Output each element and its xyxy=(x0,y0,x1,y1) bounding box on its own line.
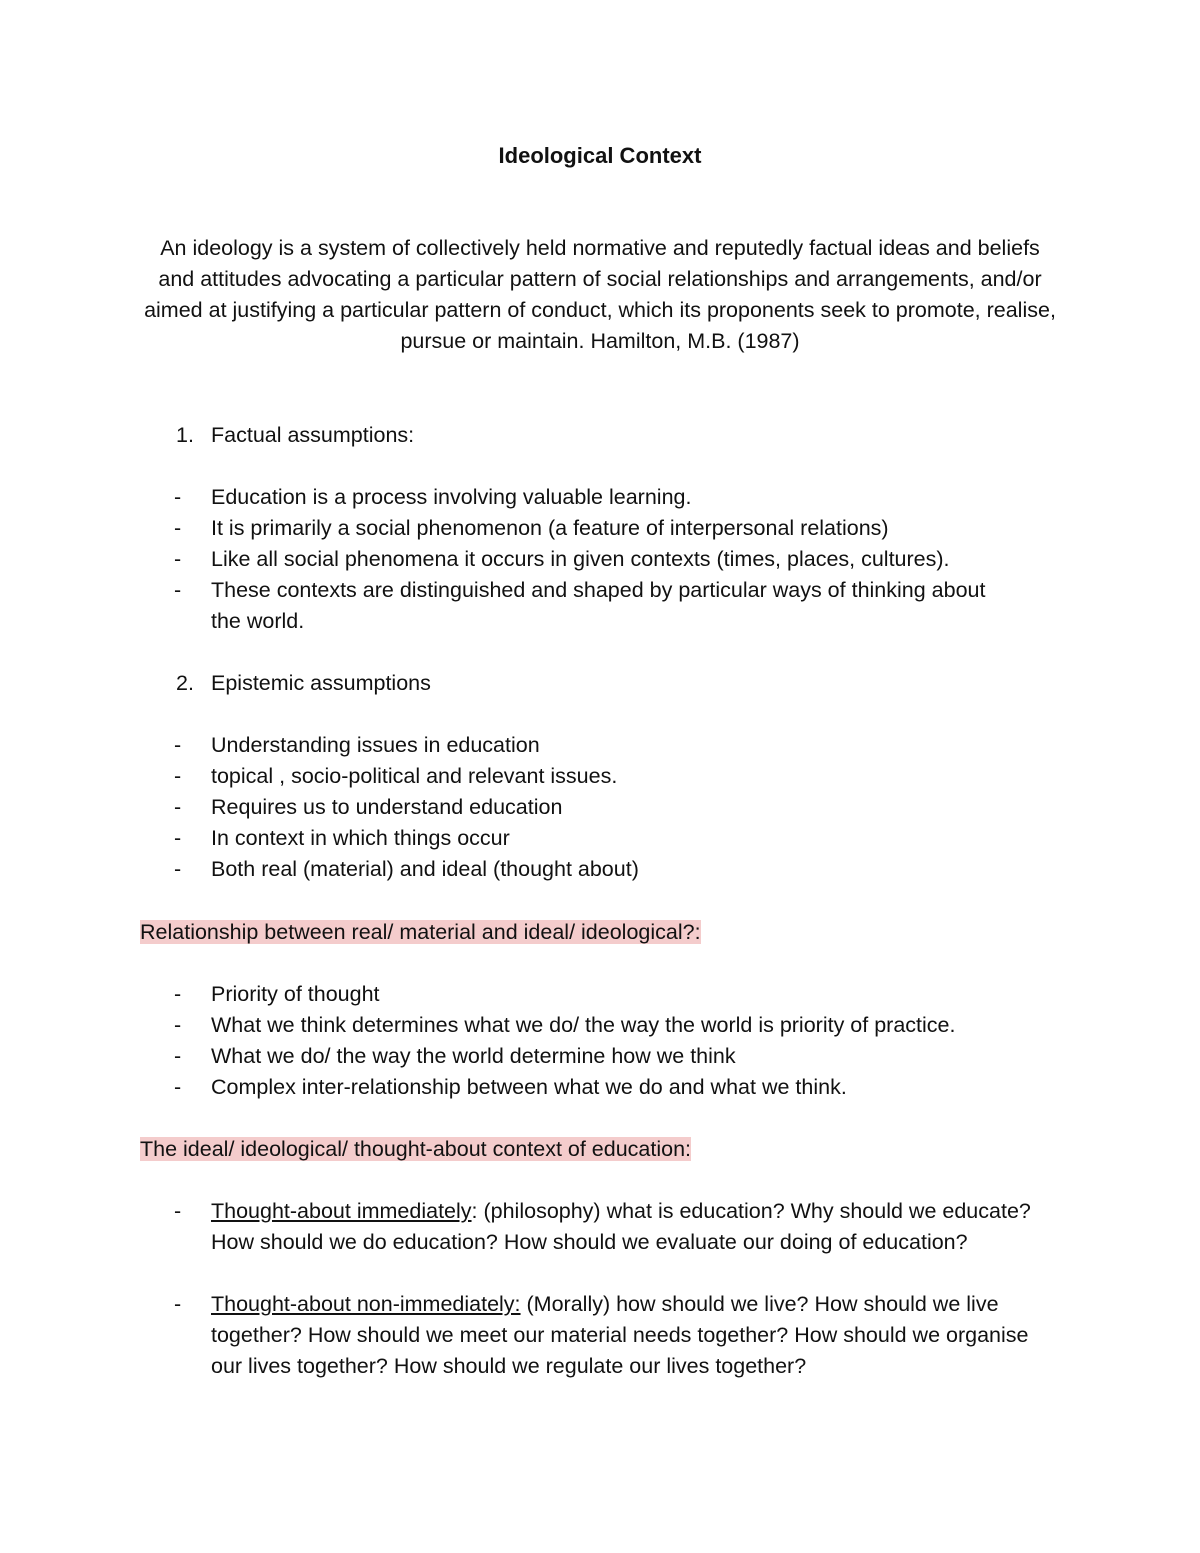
dash-bullet-icon: - xyxy=(174,485,182,509)
section-2-number: 2. xyxy=(176,671,194,695)
list-item: - Thought-about non-immediately: (Morally) how should we live? How should we live together? How should we meet our material needs together? How should we organise our lives together? How should we regulate our lives together? xyxy=(140,1289,1060,1382)
dash-bullet-icon: - xyxy=(174,578,182,602)
list-item: - What we do/ the way the world determine how we think xyxy=(140,1041,1070,1072)
dash-bullet-icon: - xyxy=(174,795,182,819)
list-item: - Complex inter-relationship between what we do and what we think. xyxy=(140,1072,1070,1103)
page-title: Ideological Context xyxy=(498,143,702,168)
section-1-title: Factual assumptions: xyxy=(211,423,415,447)
list-item: - These contexts are distinguished and shaped by particular ways of thinking about the world. xyxy=(140,575,1070,637)
list-item: - Priority of thought xyxy=(140,979,1070,1010)
item-label: Thought-about immediately xyxy=(211,1199,472,1223)
dash-bullet-icon: - xyxy=(174,826,182,850)
section-2-title: Epistemic assumptions xyxy=(211,671,431,695)
section-1-number: 1. xyxy=(176,423,194,447)
dash-bullet-icon: - xyxy=(174,857,182,881)
factual-assumptions-list xyxy=(140,482,1070,637)
list-item: - Requires us to understand education xyxy=(140,792,1070,823)
list-item: - Like all social phenomena it occurs in given contexts (times, places, cultures). xyxy=(140,544,1070,575)
ideal-context-list xyxy=(140,1196,1060,1382)
list-item: - What we think determines what we do/ the way the world is priority of practice. xyxy=(140,1010,1070,1041)
ideal-context-heading: The ideal/ ideological/ thought-about context of education: xyxy=(140,1137,692,1161)
list-item: - Both real (material) and ideal (thought about) xyxy=(140,854,1070,885)
epistemic-assumptions-list xyxy=(140,730,1070,885)
dash-bullet-icon: - xyxy=(174,547,182,571)
relationship-heading: Relationship between real/ material and ideal/ ideological?: xyxy=(140,920,701,944)
list-item: - In context in which things occur xyxy=(140,823,1070,854)
relationship-list xyxy=(140,979,1070,1103)
dash-bullet-icon: - xyxy=(174,1044,182,1068)
dash-bullet-icon: - xyxy=(174,1199,182,1223)
dash-bullet-icon: - xyxy=(174,733,182,757)
dash-bullet-icon: - xyxy=(174,1075,182,1099)
list-item: - Education is a process involving valuable learning. xyxy=(140,482,1070,513)
dash-bullet-icon: - xyxy=(174,764,182,788)
list-item: - topical , socio-political and relevant issues. xyxy=(140,761,1070,792)
dash-bullet-icon: - xyxy=(174,1013,182,1037)
dash-bullet-icon: - xyxy=(174,516,182,540)
list-item: - Thought-about immediately: (philosophy) what is education? Why should we educate? How should we do education? How should we evaluate our doing of education? xyxy=(140,1196,1060,1258)
dash-bullet-icon: - xyxy=(174,1292,182,1316)
definition-paragraph: An ideology is a system of collectively held normative and reputedly factual ideas and beliefs and attitudes advocating a particular pattern of social relationships and arrangements, and/or aimed at justifying a particular pattern of conduct, which its proponents seek to promote, realise, pursue or maintain. Hamilton, M.B. (1987) xyxy=(144,236,1056,353)
list-item: - It is primarily a social phenomenon (a feature of interpersonal relations) xyxy=(140,513,1070,544)
item-label: Thought-about non-immediately: xyxy=(211,1292,521,1316)
list-item: - Understanding issues in education xyxy=(140,730,1070,761)
dash-bullet-icon: - xyxy=(174,982,182,1006)
